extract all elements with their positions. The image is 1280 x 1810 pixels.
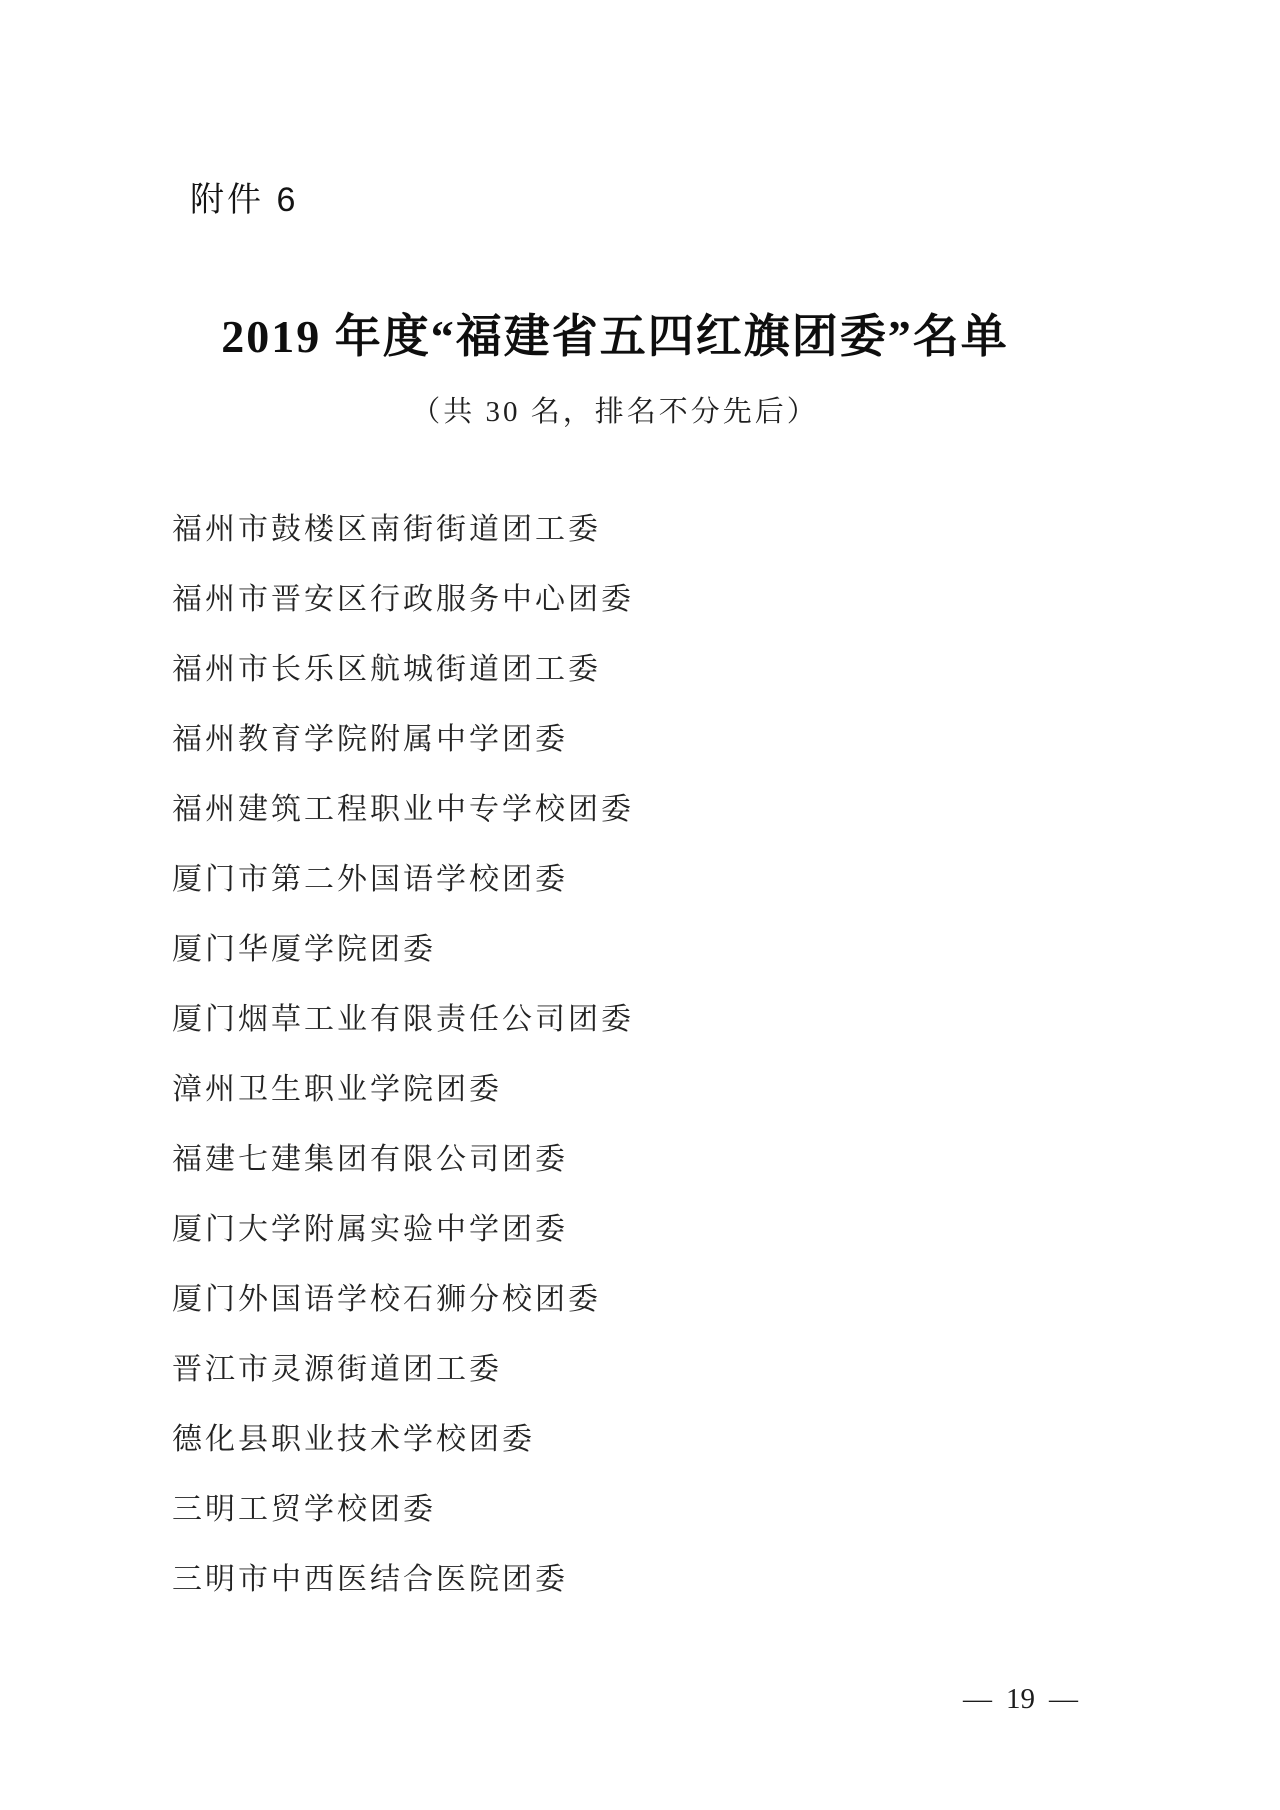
- list-item: 福州市晋安区行政服务中心团委: [172, 583, 634, 616]
- list-item: 德化县职业技术学校团委: [172, 1423, 535, 1456]
- attachment-label: 附件 6: [190, 181, 299, 219]
- list-item: 漳州卫生职业学院团委: [172, 1073, 502, 1106]
- list-item: 福州建筑工程职业中专学校团委: [172, 793, 634, 826]
- page-number-dash-right: —: [1049, 1683, 1078, 1715]
- list-item: 厦门华厦学院团委: [172, 933, 436, 966]
- list-item: 福州市长乐区航城街道团工委: [172, 653, 601, 686]
- list-item: 厦门烟草工业有限责任公司团委: [172, 1003, 634, 1036]
- award-list: [172, 495, 1160, 1615]
- page-subtitle: （共 30 名，排名不分先后）: [411, 396, 819, 428]
- list-item: 厦门市第二外国语学校团委: [172, 863, 568, 896]
- list-item: 晋江市灵源街道团工委: [172, 1353, 502, 1386]
- list-item: 厦门外国语学校石狮分校团委: [172, 1283, 601, 1316]
- list-item: 福建七建集团有限公司团委: [172, 1143, 568, 1176]
- page-number-value: 19: [1006, 1683, 1035, 1715]
- page-number: [963, 1683, 1078, 1716]
- page-number-dash-left: —: [963, 1683, 992, 1715]
- list-item: 三明工贸学校团委: [172, 1493, 436, 1526]
- list-item: 福州教育学院附属中学团委: [172, 723, 568, 756]
- page-title: 2019 年度“福建省五四红旗团委”名单: [221, 311, 1009, 362]
- list-item: 三明市中西医结合医院团委: [172, 1563, 568, 1596]
- list-item: 厦门大学附属实验中学团委: [172, 1213, 568, 1246]
- list-item: 福州市鼓楼区南街街道团工委: [172, 513, 601, 546]
